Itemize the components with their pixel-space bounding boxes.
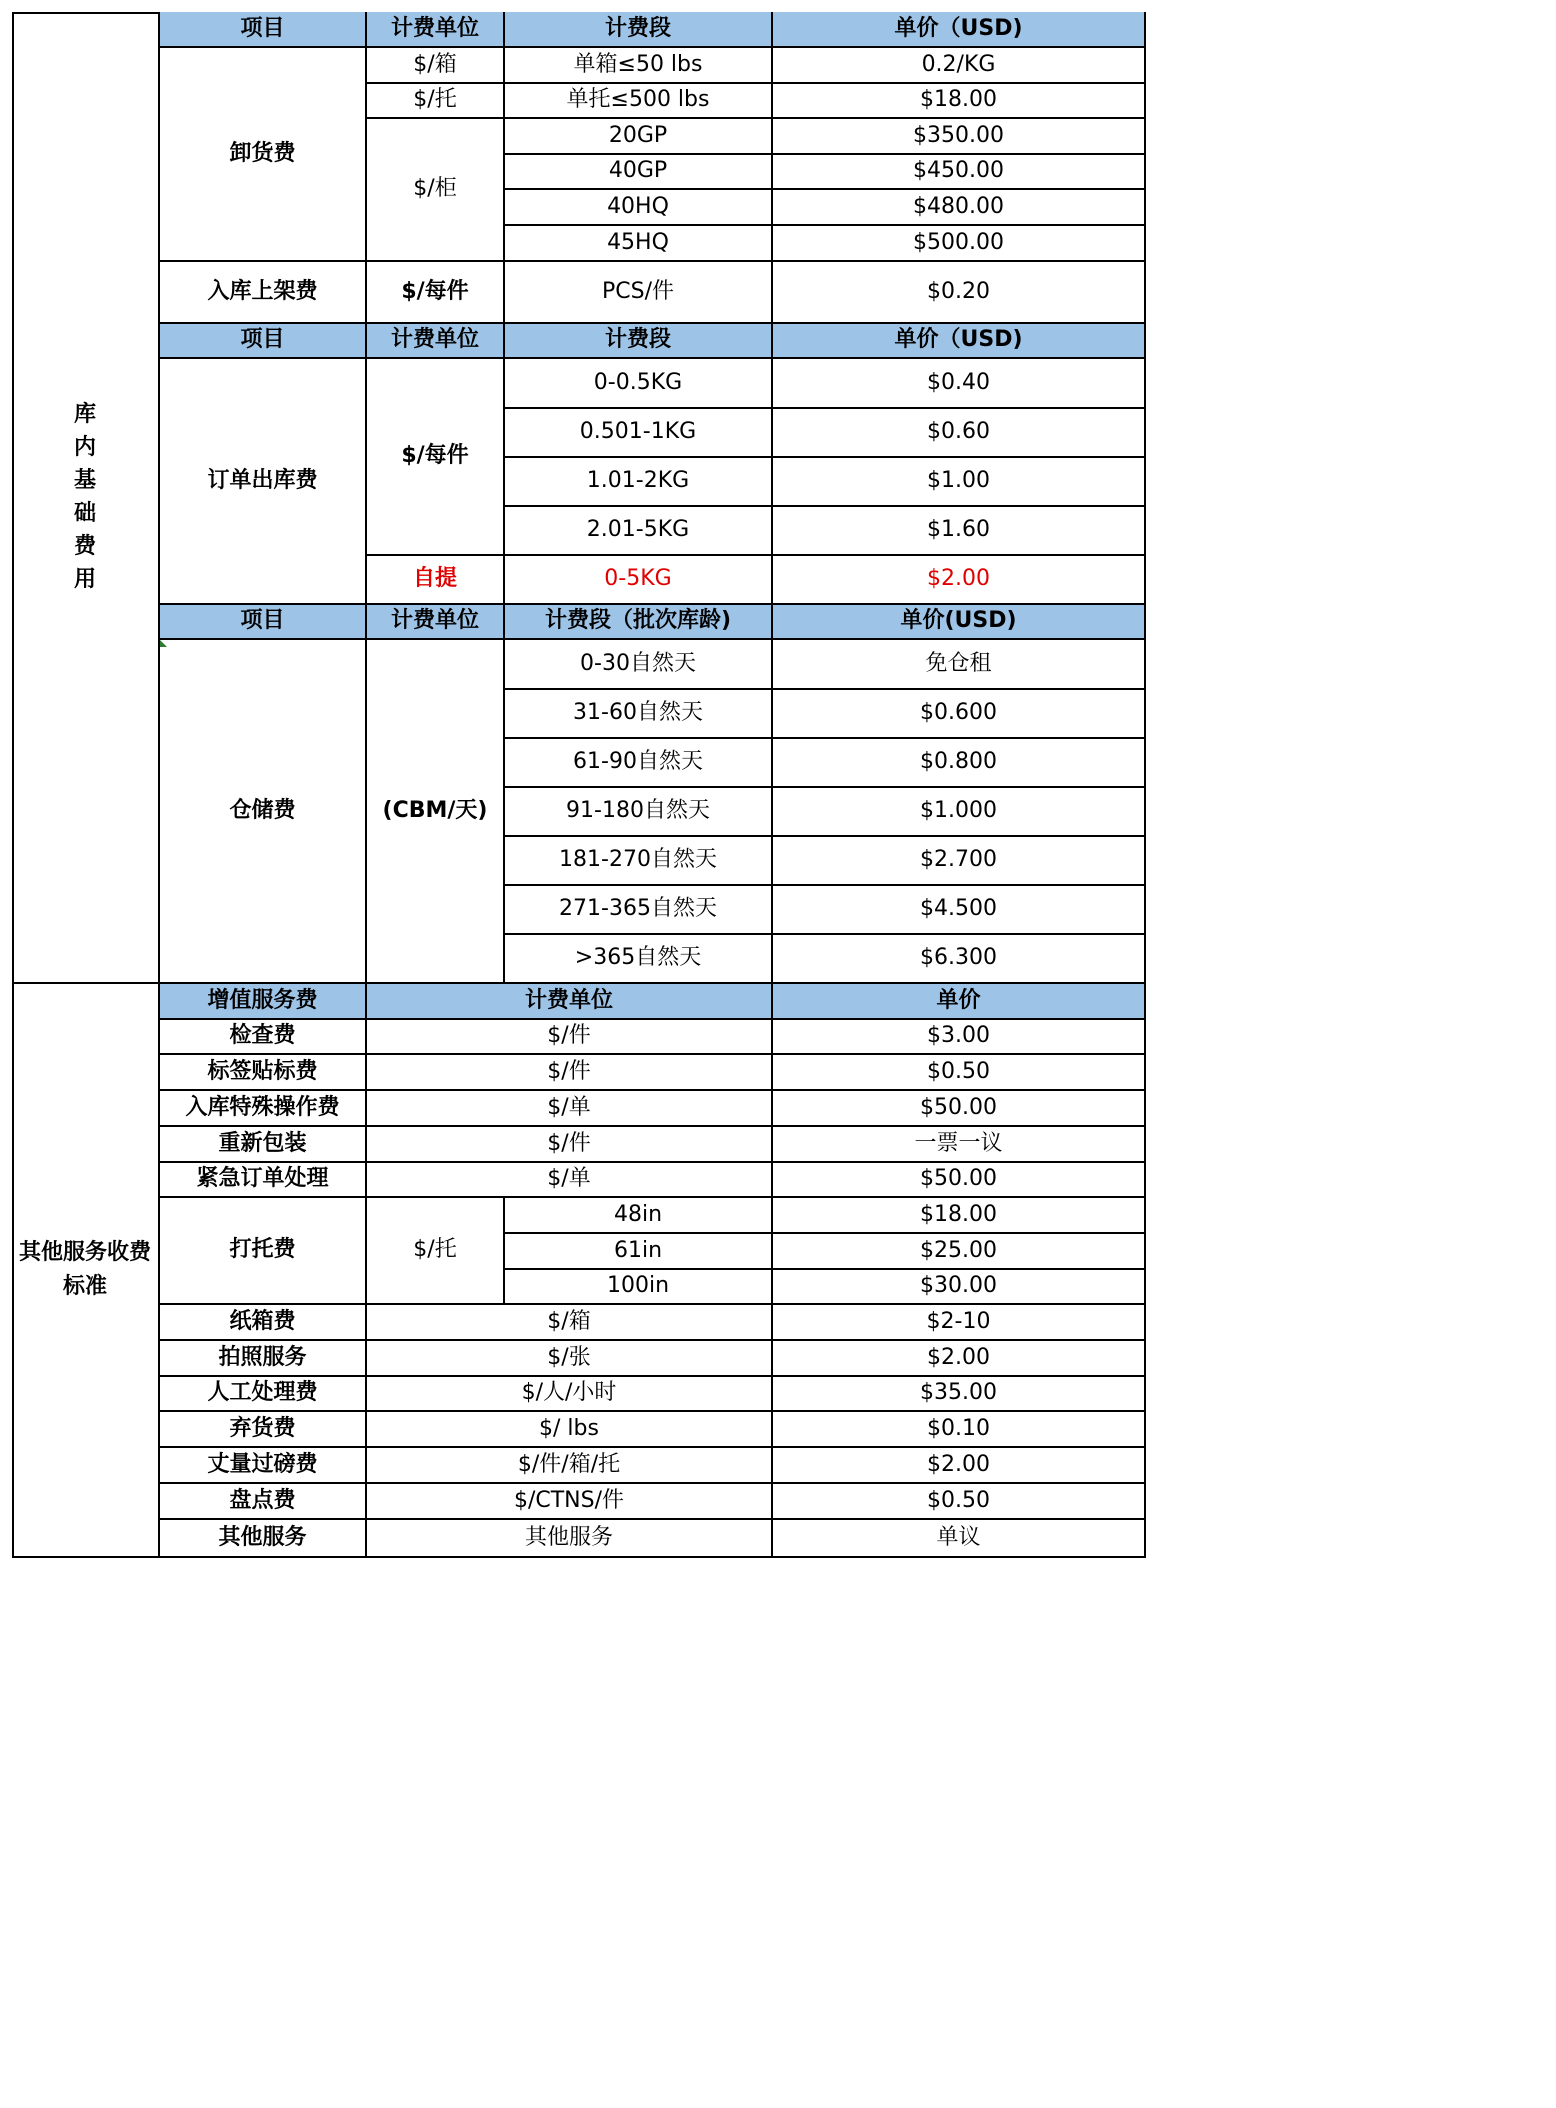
service-unit: $/单 [367,1091,773,1127]
pickup-range: 0-5KG [505,556,773,605]
outbound-weight-range: 1.01-2KG [505,458,773,507]
outbound-unit: $/每件 [367,359,505,556]
service-unit: $/人/小时 [367,1377,773,1412]
header-item: 项目 [160,605,367,640]
header-price: 单价（USD) [773,324,1146,359]
service-price: $0.50 [773,1055,1146,1091]
pickup-price: $2.00 [773,556,1146,605]
service-name: 入库特殊操作费 [160,1091,367,1127]
storage-age-range: >365自然天 [505,935,773,984]
header-unit: 计费单位 [367,12,505,48]
container-size: 45HQ [505,226,773,262]
unloading-container-unit: $/柜 [367,119,505,262]
palletize-fee-label: 打托费 [160,1198,367,1305]
header-unit: 计费单位 [367,605,505,640]
service-price: $0.50 [773,1484,1146,1520]
unloading-pallet-unit: $/托 [367,84,505,119]
service-unit: $/CTNS/件 [367,1484,773,1520]
header-unit: 计费单位 [367,984,773,1020]
header-price: 单价（USD) [773,12,1146,48]
section-base-char: 库 [73,402,96,427]
header-range: 计费段 [505,324,773,359]
pallet-height: 48in [505,1198,773,1234]
storage-price: $0.800 [773,739,1146,788]
container-price: $480.00 [773,190,1146,226]
storage-price: 免仓租 [773,640,1146,690]
container-size: 40GP [505,155,773,190]
service-unit: $/件 [367,1055,773,1091]
service-price: $2-10 [773,1305,1146,1341]
service-name: 纸箱费 [160,1305,367,1341]
service-name: 盘点费 [160,1484,367,1520]
service-price: 一票一议 [773,1127,1146,1163]
section-base-fees [12,12,160,984]
outbound-price: $1.00 [773,458,1146,507]
unloading-box-unit: $/箱 [367,48,505,84]
pallet-height: 61in [505,1234,773,1270]
section-other-fees: 其他服务收费标准 [12,984,160,1558]
service-price: 单议 [773,1520,1146,1558]
storage-price: $2.700 [773,837,1146,886]
service-name: 检查费 [160,1020,367,1055]
section-base-char: 础 [73,501,96,526]
service-price: $0.10 [773,1412,1146,1448]
unloading-fee-label: 卸货费 [160,48,367,262]
service-unit: $/ lbs [367,1412,773,1448]
outbound-fee-label: 订单出库费 [160,359,367,605]
section-base-char: 内 [73,435,96,460]
container-size: 40HQ [505,190,773,226]
service-name: 紧急订单处理 [160,1163,367,1198]
putaway-unit: $/每件 [367,262,505,324]
cell-comment-marker [160,640,167,647]
service-name: 丈量过磅费 [160,1448,367,1484]
header-item: 项目 [160,12,367,48]
container-price: $450.00 [773,155,1146,190]
unloading-box-price: 0.2/KG [773,48,1146,84]
storage-unit: (CBM/天) [367,640,505,984]
service-name: 其他服务 [160,1520,367,1558]
fee-table [12,12,1146,1558]
service-unit: $/件 [367,1020,773,1055]
service-price: $35.00 [773,1377,1146,1412]
storage-age-range: 181-270自然天 [505,837,773,886]
outbound-price: $0.60 [773,409,1146,458]
storage-age-range: 31-60自然天 [505,690,773,739]
storage-price: $1.000 [773,788,1146,837]
storage-price: $6.300 [773,935,1146,984]
section-base-char: 用 [73,567,96,592]
section-base-char: 费 [73,534,96,559]
putaway-fee-label: 入库上架费 [160,262,367,324]
header-unit: 计费单位 [367,324,505,359]
pallet-price: $25.00 [773,1234,1146,1270]
unloading-pallet-price: $18.00 [773,84,1146,119]
header-price: 单价 [773,984,1146,1020]
header-range-batch-age: 计费段（批次库龄) [505,605,773,640]
storage-fee-label: 仓储费 [160,640,367,984]
service-unit: $/件 [367,1127,773,1163]
service-unit: $/张 [367,1341,773,1377]
service-name: 弃货费 [160,1412,367,1448]
storage-age-range: 91-180自然天 [505,788,773,837]
storage-age-range: 271-365自然天 [505,886,773,935]
outbound-weight-range: 0-0.5KG [505,359,773,409]
service-unit: $/箱 [367,1305,773,1341]
putaway-range: PCS/件 [505,262,773,324]
storage-price: $4.500 [773,886,1146,935]
service-name: 重新包装 [160,1127,367,1163]
outbound-weight-range: 0.501-1KG [505,409,773,458]
service-name: 人工处理费 [160,1377,367,1412]
service-price: $50.00 [773,1091,1146,1127]
outbound-price: $1.60 [773,507,1146,556]
header-item: 项目 [160,324,367,359]
header-price: 单价(USD) [773,605,1146,640]
outbound-weight-range: 2.01-5KG [505,507,773,556]
pallet-height: 100in [505,1270,773,1305]
container-size: 20GP [505,119,773,155]
service-name: 拍照服务 [160,1341,367,1377]
unloading-pallet-range: 单托≤500 lbs [505,84,773,119]
service-price: $2.00 [773,1341,1146,1377]
storage-age-range: 61-90自然天 [505,739,773,788]
outbound-price: $0.40 [773,359,1146,409]
service-unit: $/件/箱/托 [367,1448,773,1484]
palletize-unit: $/托 [367,1198,505,1305]
section-base-char: 基 [73,468,96,493]
storage-price: $0.600 [773,690,1146,739]
service-unit: $/单 [367,1163,773,1198]
pallet-price: $18.00 [773,1198,1146,1234]
container-price: $350.00 [773,119,1146,155]
service-name: 标签贴标费 [160,1055,367,1091]
unloading-box-range: 单箱≤50 lbs [505,48,773,84]
service-price: $3.00 [773,1020,1146,1055]
service-price: $50.00 [773,1163,1146,1198]
container-price: $500.00 [773,226,1146,262]
pickup-unit: 自提 [367,556,505,605]
storage-age-range: 0-30自然天 [505,640,773,690]
header-range: 计费段 [505,12,773,48]
pallet-price: $30.00 [773,1270,1146,1305]
header-service: 增值服务费 [160,984,367,1020]
putaway-price: $0.20 [773,262,1146,324]
service-price: $2.00 [773,1448,1146,1484]
service-unit: 其他服务 [367,1520,773,1558]
